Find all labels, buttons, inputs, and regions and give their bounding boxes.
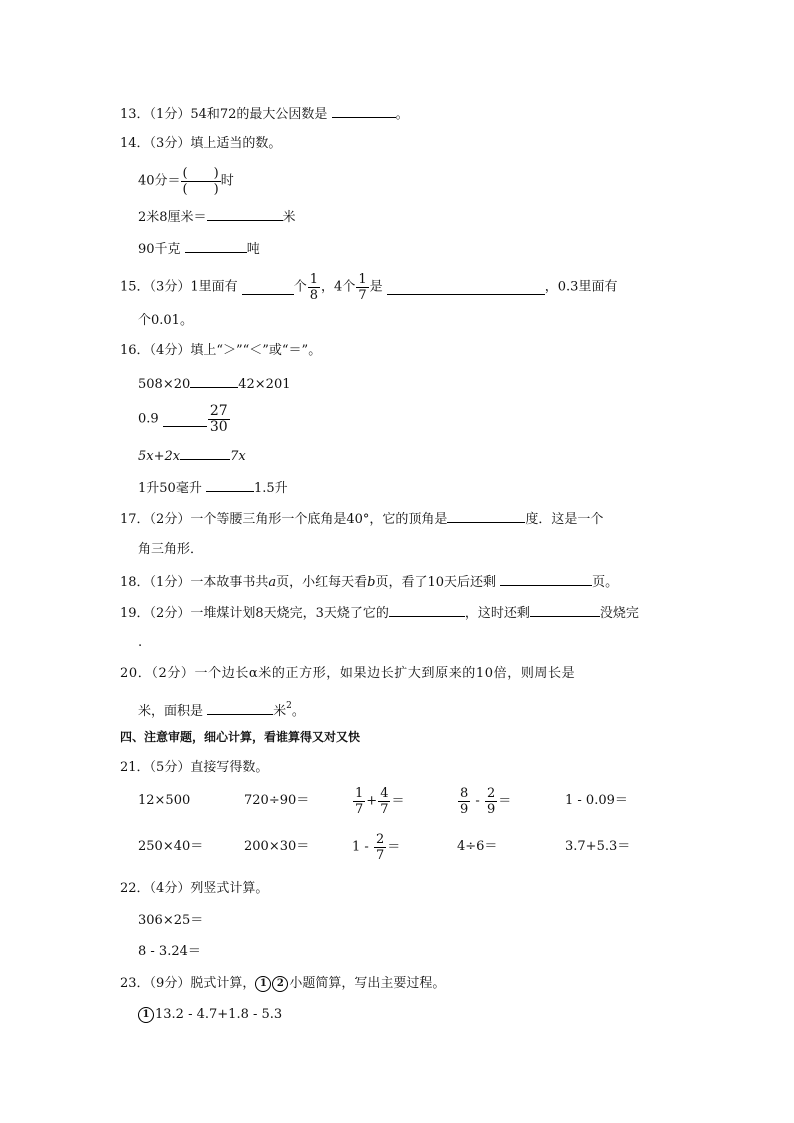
- calc-item: $\frac{8}{9}$ - $\frac{2}{9}$ ＝: [460, 786, 512, 817]
- answer-blank[interactable]: [163, 413, 207, 427]
- answer-blank[interactable]: [207, 701, 273, 715]
- q16-line-3: 5x+2x 7x: [138, 446, 246, 466]
- q20-line-2: 米，面积是 米$^2$。: [138, 701, 305, 719]
- question-number: 14．: [120, 136, 150, 151]
- calc-item: 720÷90＝: [244, 793, 310, 808]
- fraction: $\frac{4}{7}$: [380, 786, 389, 817]
- circled-number: 1: [138, 1007, 154, 1023]
- fraction: $\frac{27}{30}$: [209, 403, 228, 435]
- question-17: 17．（2分）一个等腰三角形一个底角是40°，它的顶角是 度．这是一个: [120, 509, 603, 529]
- answer-blank[interactable]: [500, 572, 592, 586]
- calc-item: $\frac{1}{7}$ + $\frac{4}{7}$ ＝: [355, 786, 405, 817]
- question-score: （3分）: [149, 136, 191, 151]
- section-heading: 四、注意审题，细心计算，看谁算得又对又快: [120, 730, 361, 744]
- q16-line-2: 0.9 $\frac{27}{30}$: [138, 403, 228, 435]
- q16-line-1: 508×20 42×201: [138, 374, 291, 394]
- question-score: （4分）: [149, 343, 191, 358]
- question-number: 18．: [120, 575, 150, 590]
- question-score: （2分）: [151, 666, 195, 681]
- q14-line-2: 2米8厘米＝ 米: [138, 207, 296, 227]
- calc-item: 200×30＝: [244, 839, 310, 854]
- question-number: 19．: [120, 606, 150, 621]
- question-number: 20．: [120, 666, 152, 681]
- calc-item: 12×500: [138, 793, 191, 808]
- question-number: 17．: [120, 512, 150, 527]
- question-16: [120, 342, 321, 360]
- answer-blank[interactable]: [530, 603, 600, 617]
- calc-item: 8 - 3.24＝: [138, 944, 201, 959]
- calc-item: 1 13.2 - 4.7+1.8 - 5.3: [138, 1006, 282, 1024]
- q14-line-3: 90千克 吨: [138, 239, 260, 259]
- question-number: 22．: [120, 881, 150, 896]
- fraction: ( ) ( ): [182, 166, 219, 197]
- circled-number: 1: [255, 976, 271, 992]
- answer-blank[interactable]: [389, 603, 465, 617]
- question-23: 23．（9分）脱式计算， 1 2 小题简算，写出主要过程。: [120, 976, 446, 991]
- calc-item: 4÷6＝: [457, 839, 498, 854]
- calc-item: 3.7+5.3＝: [565, 839, 631, 854]
- question-number: 16．: [120, 343, 150, 358]
- question-text: 填上适当的数。: [190, 136, 282, 151]
- calc-item: 306×25＝: [138, 913, 204, 928]
- question-score: （4分）: [149, 881, 191, 896]
- answer-blank[interactable]: [185, 239, 247, 253]
- question-13: 13．（1分）54和72的最大公因数是 。: [120, 104, 409, 124]
- question-score: （2分）: [149, 512, 191, 527]
- calc-item: 1 - $\frac{2}{7}$ ＝: [352, 832, 401, 863]
- fraction: $\frac{2}{9}$: [486, 786, 496, 817]
- question-score: （2分）: [149, 606, 191, 621]
- question-text: 54和72的最大公因数是: [190, 107, 328, 122]
- question-20: 20．（2分）一个边长α米的正方形，如果边长扩大到原来的10倍，则周长是: [120, 666, 576, 681]
- calc-item: 250×40＝: [138, 839, 204, 854]
- question-19: 19．（2分）一堆煤计划8天烧完，3天烧了它的 ，这时还剩 没烧完: [120, 603, 639, 623]
- question-text: 列竖式计算。: [190, 881, 269, 896]
- q19-line-2: .: [138, 635, 143, 650]
- question-score: （3分）: [149, 279, 191, 295]
- fraction: $\frac{8}{9}$: [460, 786, 469, 817]
- question-text: 填上“＞”“＜”或“＝”。: [190, 343, 322, 358]
- question-22: [120, 880, 268, 898]
- circled-number: 2: [272, 976, 288, 992]
- answer-blank[interactable]: [180, 446, 230, 460]
- fraction: $\frac{1}{8}$: [309, 272, 319, 303]
- question-14: [120, 135, 281, 153]
- question-18: 18．（1分）一本故事书共a页，小红每天看b页，看了10天后还剩 页。: [120, 572, 618, 592]
- answer-blank[interactable]: [387, 281, 545, 295]
- question-score: （5分）: [149, 760, 191, 775]
- answer-blank[interactable]: [207, 207, 283, 221]
- fraction: $\frac{1}{7}$: [355, 786, 364, 817]
- question-score: （9分）: [149, 976, 191, 991]
- answer-blank[interactable]: [242, 281, 294, 295]
- answer-blank[interactable]: [332, 104, 396, 118]
- q14-line-1: 40分＝ ( ) ( ) 时: [138, 166, 234, 197]
- q16-line-4: 1升50毫升 1.5升: [138, 478, 288, 498]
- answer-blank[interactable]: [206, 478, 254, 492]
- question-number: 13．: [120, 107, 150, 122]
- question-15: 15．（3分）1里面有 个 $\frac{1}{8}$ ，4个 $\frac{1}{7}$ 是 ，0.3里面有: [120, 272, 618, 303]
- answer-blank[interactable]: [190, 374, 238, 388]
- question-score: （1分）: [149, 575, 191, 590]
- fraction: $\frac{1}{7}$: [358, 272, 367, 303]
- question-number: 21．: [120, 760, 150, 775]
- question-21: [120, 759, 268, 777]
- answer-blank[interactable]: [447, 509, 525, 523]
- fraction: $\frac{2}{7}$: [375, 832, 385, 863]
- calc-item: 1 - 0.09＝: [565, 793, 628, 808]
- question-text: 直接写得数。: [190, 760, 269, 775]
- question-number: 15．: [120, 279, 150, 295]
- q17-line-2: 角三角形．: [138, 542, 204, 557]
- q15-line-2: 个0.01。: [138, 313, 193, 328]
- question-score: （1分）: [149, 107, 191, 122]
- question-number: 23．: [120, 976, 150, 991]
